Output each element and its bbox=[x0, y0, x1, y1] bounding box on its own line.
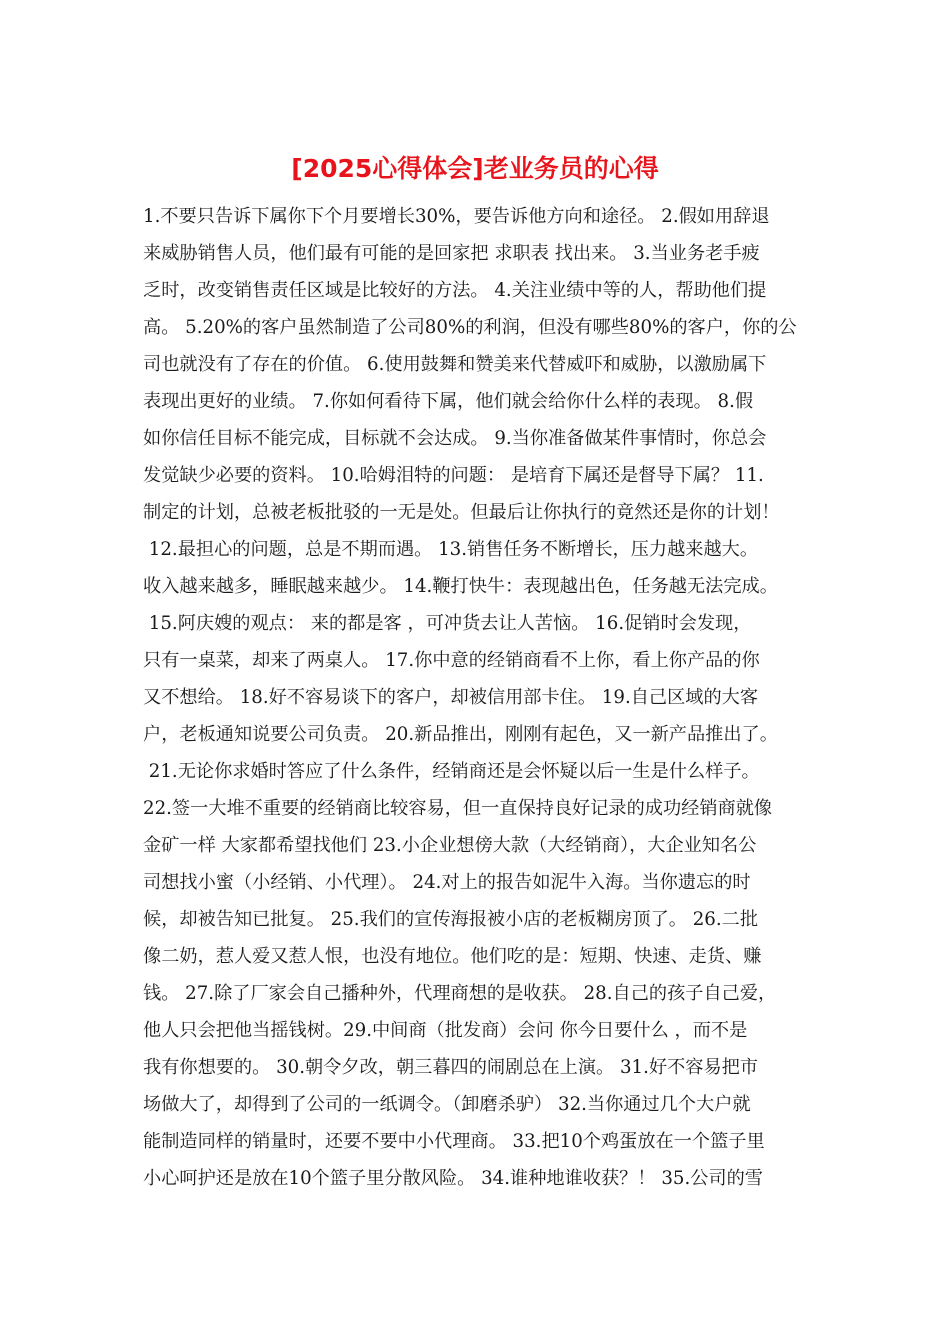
body-line: 金矿一样 大家都希望找他们 23.小企业想傍大款（大经销商），大企业知名公 bbox=[143, 835, 757, 856]
body-line: 候，却被告知已批复。 25.我们的宣传海报被小店的老板糊房顶了。 26.二批 bbox=[143, 909, 759, 930]
body-line: 又不想给。 18.好不容易谈下的客户，却被信用部卡住。 19.自己区域的大客 bbox=[143, 687, 759, 708]
body-line: 司想找小蜜（小经销、小代理）。 24.对上的报告如泥牛入海。当你遗忘的时 bbox=[143, 872, 751, 893]
body-line: 收入越来越多，睡眠越来越少。 14.鞭打快牛：表现越出色，任务越无法完成。 bbox=[143, 576, 778, 597]
body-line: 1.不要只告诉下属你下个月要增长30%，要告诉他方向和途径。 2.假如用辞退 bbox=[143, 206, 770, 227]
body-line: 我有你想要的。 30.朝令夕改，朝三暮四的闹剧总在上演。 31.好不容易把市 bbox=[143, 1057, 759, 1078]
body-line: 15.阿庆嫂的观点： 来的都是客 ，可冲货去让人苦恼。 16.促销时会发现， bbox=[143, 613, 752, 634]
body-line: 22.签一大堆不重要的经销商比较容易，但一直保持良好记录的成功经销商就像 bbox=[143, 798, 773, 819]
body-line: 高。 5.20%的客户虽然制造了公司80%的利润，但没有哪些80%的客户，你的公 bbox=[143, 317, 797, 338]
body-line: 来威胁销售人员，他们最有可能的是回家把 求职表 找出来。 3.当业务老手疲 bbox=[143, 243, 760, 264]
body-line: 能制造同样的销量时，还要不要中小代理商。 33.把10个鸡蛋放在一个篮子里 bbox=[143, 1131, 765, 1152]
body-line: 制定的计划，总被老板批驳的一无是处。但最后让你执行的竟然还是你的计划！ bbox=[143, 502, 780, 523]
body-line: 户，老板通知说要公司负责。 20.新品推出，刚刚有起色，又一新产品推出了。 bbox=[143, 724, 778, 745]
body-line: 场做大了，却得到了公司的一纸调令。（卸磨杀驴） 32.当你通过几个大户就 bbox=[143, 1094, 751, 1115]
body-line: 12.最担心的问题，总是不期而遇。 13.销售任务不断增长，压力越来越大。 bbox=[143, 539, 759, 560]
body-line: 如你信任目标不能完成，目标就不会达成。 9.当你准备做某件事情时，你总会 bbox=[143, 428, 767, 449]
document-title: [2025心得体会]老业务员的心得 bbox=[291, 154, 659, 183]
body-line: 像二奶，惹人爱又惹人恨，也没有地位。他们吃的是：短期、快速、走货、赚 bbox=[143, 946, 762, 967]
body-line: 表现出更好的业绩。 7.你如何看待下属，他们就会给你什么样的表现。 8.假 bbox=[143, 391, 754, 412]
body-line: 小心呵护还是放在10个篮子里分散风险。 34.谁种地谁收获？！ 35.公司的雪 bbox=[143, 1168, 763, 1189]
body-line: 21.无论你求婚时答应了什么条件，经销商还是会怀疑以后一生是什么样子。 bbox=[143, 761, 760, 782]
body-line: 钱。 27.除了厂家会自己播种外，代理商想的是收获。 28.自己的孩子自己爱， bbox=[143, 983, 777, 1004]
body-line: 司也就没有了存在的价值。 6.使用鼓舞和赞美来代替威吓和威胁，以激励属下 bbox=[143, 354, 767, 375]
body-line: 只有一桌菜，却来了两桌人。 17.你中意的经销商看不上你，看上你产品的你 bbox=[143, 650, 760, 671]
body-line: 乏时，改变销售责任区域是比较好的方法。 4.关注业绩中等的人，帮助他们提 bbox=[143, 280, 767, 301]
body-line: 发觉缺少必要的资料。 10.哈姆泪特的问题： 是培育下属还是督导下属？ 11. bbox=[143, 465, 764, 486]
document-body bbox=[143, 198, 808, 1197]
body-line: 他人只会把他当摇钱树。29.中间商（批发商）会问 你今日要什么 ，而不是 bbox=[143, 1020, 748, 1041]
